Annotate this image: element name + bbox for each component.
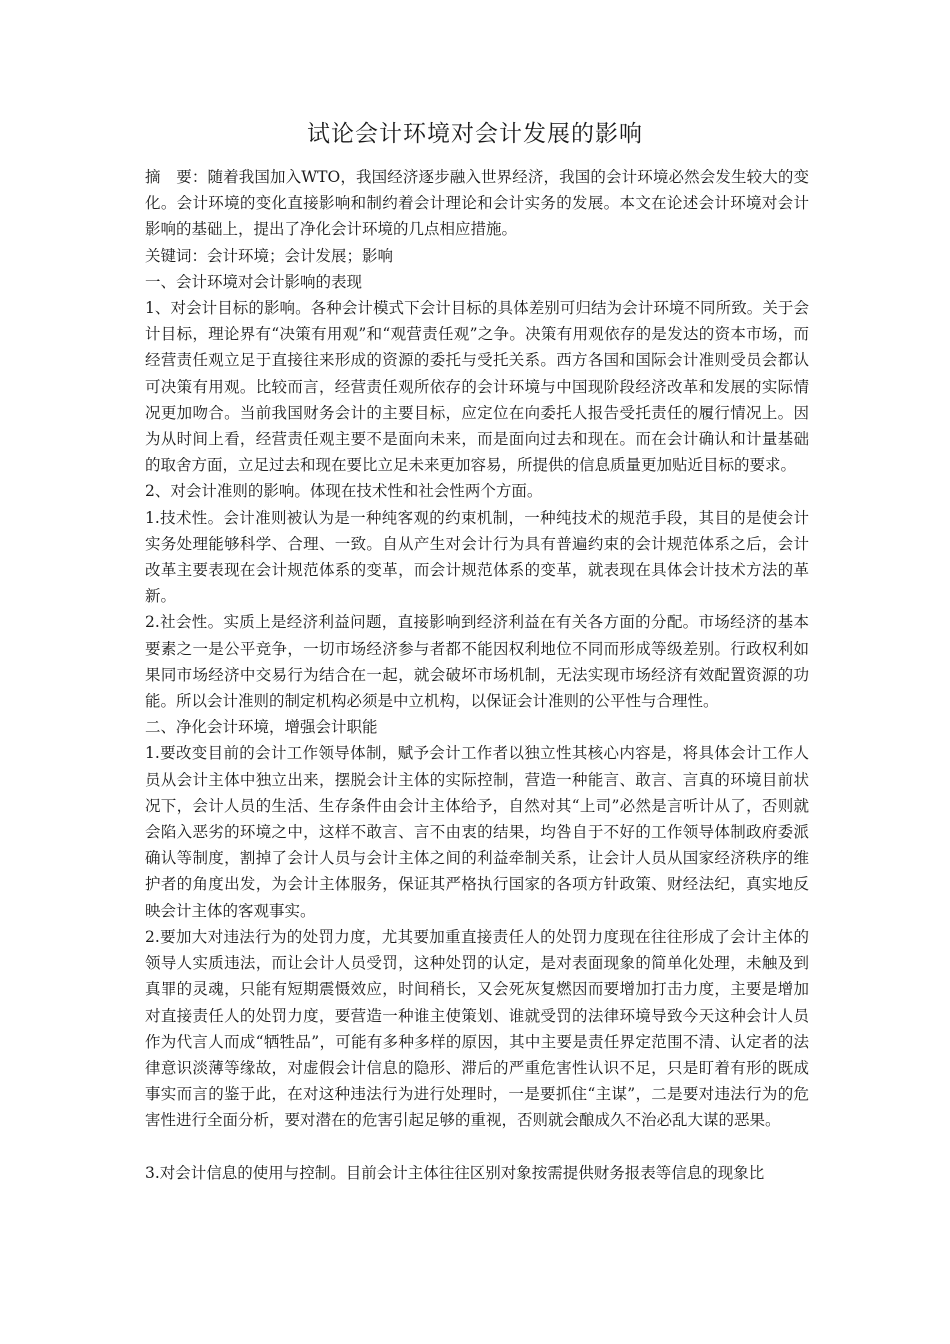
paragraph-penalties: 2.要加大对违法行为的处罚力度，尤其要加重直接责任人的处罚力度现在往往形成了会计主体的领导人实质违法，而让会计人员受罚，这种处罚的认定，是对表面现象的简单化处理，未触及到真罪的灵魂，只能有短期震慑效应，时间稍长，又会死灰复燃因而要增加打击力度，主要是增加对直接责任人的处罚力度，要营造一种谁主使策划、谁就受罚的法律环境导致今天这种会计人员作为代言人而成“牺牲品”，可能有多种多样的原因，其中主要是责任界定范围不清、认定者的法律意识淡薄等缘故，对虚假会计信息的隐形、滞后的严重危害性认识不足，只是盯着有形的既成事实而言的鉴于此，在对这种违法行为进行处理时，一是要抓住“主谋”，二是要对违法行为的危害性进行全面分析，要对潜在的危害引起足够的重视，否则就会酿成久不治必乱大谋的恶果。 (145, 927, 809, 1130)
paragraph-accounting-standards: 2、对会计准则的影响。体现在技术性和社会性两个方面。 (145, 482, 543, 501)
paragraph-social-nature: 2.社会性。实质上是经济利益问题，直接影响到经济利益在有关各方面的分配。市场经济的基本要素之一是公平竞争，一切市场经济参与者都不能因权利地位不同而形成等级差别。行政权利如果同市场经济中交易行为结合在一起，就会破坏市场机制，无法实现市场经济有效配置资源的功能。所以会计准则的制定机构必须是中立机构，以保证会计准则的公平性与合理性。 (145, 613, 809, 711)
blank-line (145, 1134, 809, 1160)
paragraph-information-control: 3.对会计信息的使用与控制。目前会计主体往往区别对象按需提供财务报表等信息的现象比 (145, 1163, 765, 1182)
paragraph-technical-nature: 1.技术性。会计准则被认为是一种纯客观的约束机制，一种纯技术的规范手段，其目的是使会计实务处理能够科学、合理、一致。自从产生对会计行为具有普遍约束的会计规范体系之后，会计改革主要表现在会计规范体系的变革，而会计规范体系的变革，就表现在具体会计技术方法的革新。 (145, 508, 809, 606)
abstract-paragraph: 摘 要：随着我国加入WTO，我国经济逐步融入世界经济，我国的会计环境必然会发生较大的变化。会计环境的变化直接影响和制约着会计理论和会计实务的发展。本文在论述会计环境对会计影响的基础上，提出了净化会计环境的几点相应措施。 (145, 168, 809, 239)
document-body (145, 164, 809, 1186)
keywords-line: 关键词：会计环境；会计发展；影响 (145, 246, 394, 265)
paragraph-accounting-objectives: 1、对会计目标的影响。各种会计模式下会计目标的具体差别可归结为会计环境不同所致。关于会计目标，理论界有“决策有用观”和“观营责任观”之争。决策有用观依存的是发达的资本市场，而经营责任观立足于直接往来形成的资源的委托与受托关系。西方各国和国际会计准则受员会都认可决策有用观。比较而言，经营责任观所依存的会计环境与中国现阶段经济改革和发展的实际情况更加吻合。当前我国财务会计的主要目标，应定位在向委托人报告受托责任的履行情况上。因为从时间上看，经营责任观主要不是面向未来，而是面向过去和现在。而在会计确认和计量基础的取舍方面，立足过去和现在要比立足未来更加容易，所提供的信息质量更加贴近目标的要求。 (145, 299, 809, 475)
paragraph-leadership-system: 1.要改变目前的会计工作领导体制，赋予会计工作者以独立性其核心内容是，将具体会计工作人员从会计主体中独立出来，摆脱会计主体的实际控制，营造一种能言、敢言、言真的环境目前状况下，会计人员的生活、生存条件由会计主体给予，自然对其“上司”必然是言听计从了，否则就会陷入恶劣的环境之中，这样不敢言、言不由衷的结果，均咎自于不好的工作领导体制政府委派确认等制度，割掉了会计人员与会计主体之间的利益牵制关系，让会计人员从国家经济秩序的维护者的角度出发，为会计主体服务，保证其严格执行国家的各项方针政策、财经法纪，真实地反映会计主体的客观事实。 (145, 744, 809, 920)
document-title: 试论会计环境对会计发展的影响 (307, 121, 643, 147)
section-heading-1: 一、会计环境对会计影响的表现 (145, 272, 363, 291)
section-heading-2: 二、净化会计环境，增强会计职能 (145, 718, 378, 737)
